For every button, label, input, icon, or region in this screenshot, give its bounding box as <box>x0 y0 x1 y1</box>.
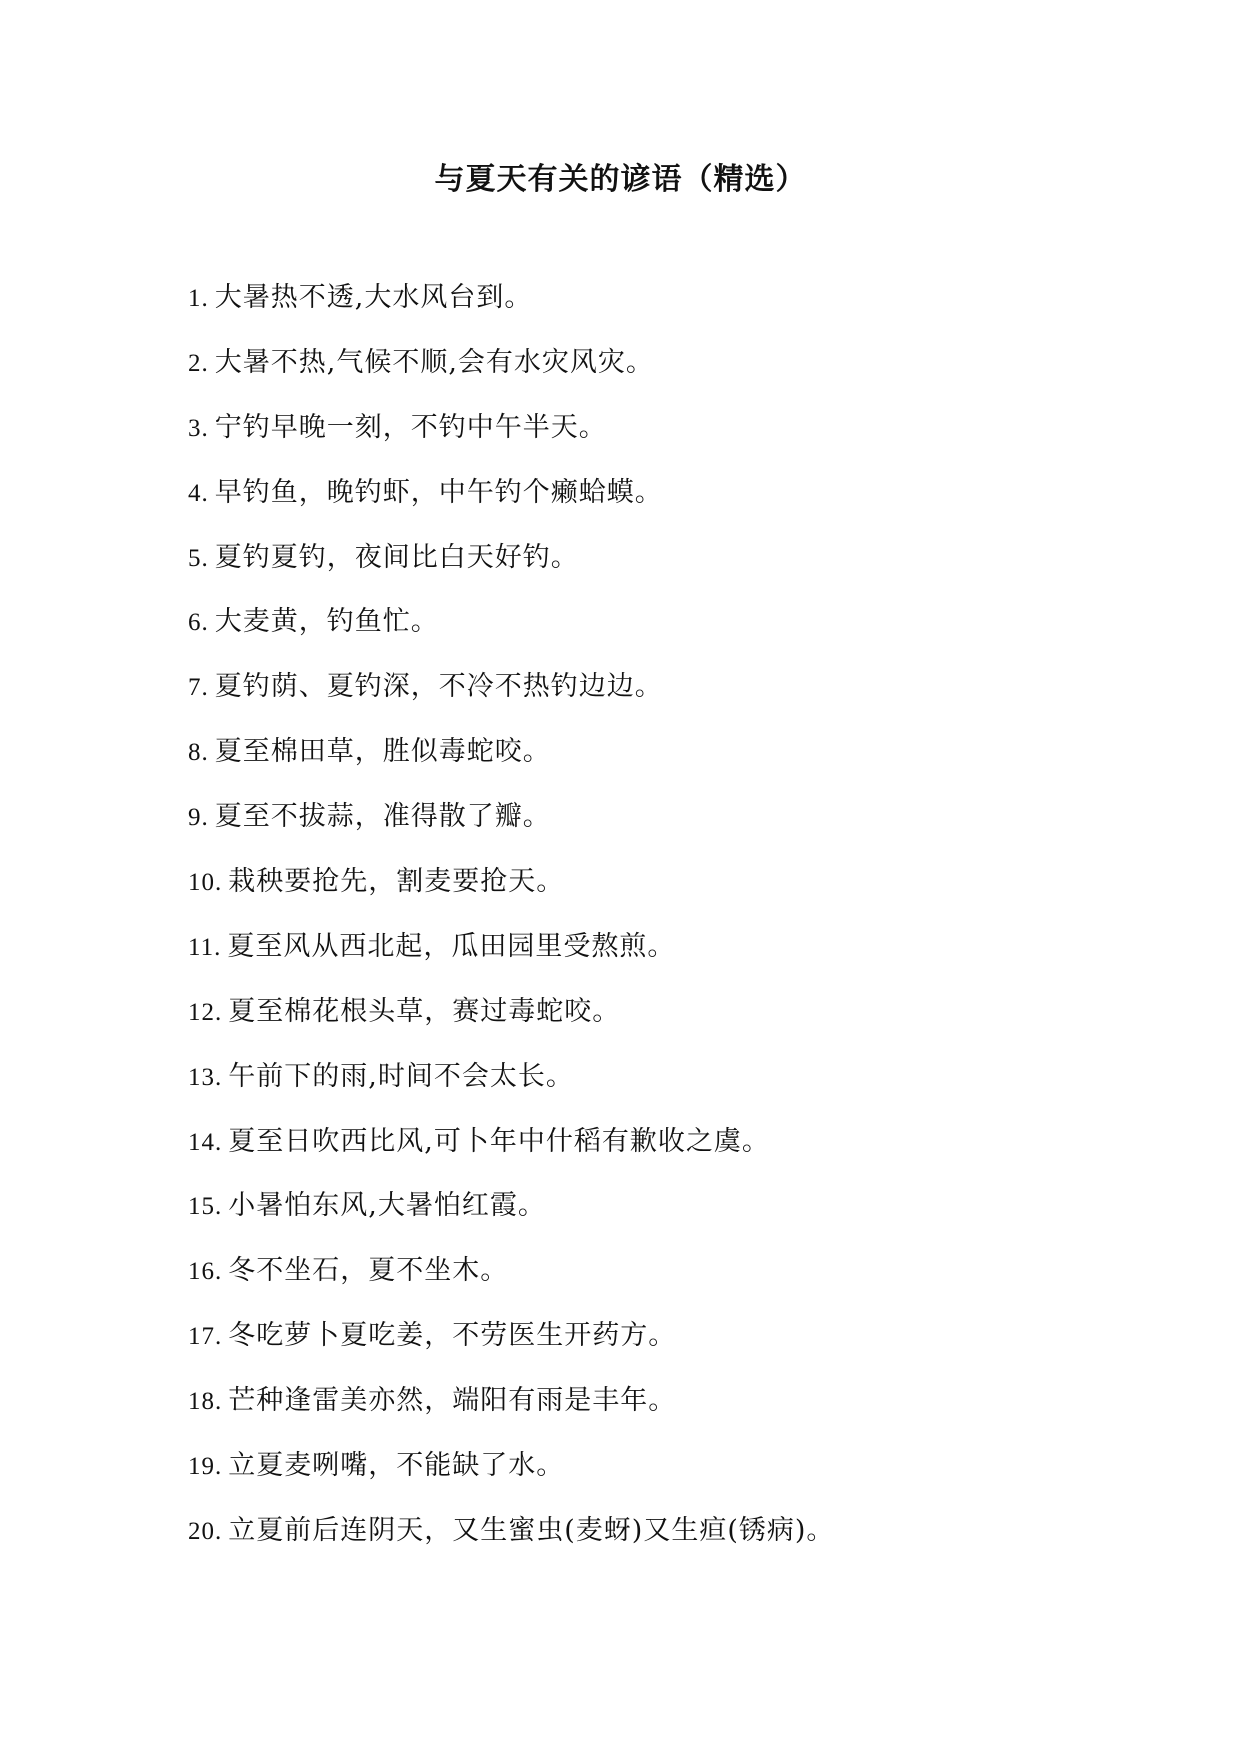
item-text: 大麦黄，钓鱼忙。 <box>214 606 439 638</box>
item-number: 2. <box>188 349 209 377</box>
item-text: 小暑怕东风,大暑怕红霞。 <box>228 1190 546 1222</box>
item-number: 11. <box>188 933 222 961</box>
item-text: 夏至日吹西比风,可卜年中什稻有歉收之虞。 <box>228 1125 770 1157</box>
item-number: 13. <box>188 1063 223 1091</box>
item-text: 大暑热不透,大水风台到。 <box>214 282 533 313</box>
item-number: 17. <box>188 1323 223 1351</box>
list-item <box>188 797 1168 862</box>
item-text: 冬不坐石，夏不坐木。 <box>228 1255 509 1287</box>
list-item <box>188 1251 1168 1316</box>
item-text: 冬吃萝卜夏吃姜，不劳医生开药方。 <box>228 1320 677 1352</box>
item-text: 夏至棉花根头草，赛过毒蛇咬。 <box>228 995 621 1027</box>
item-text: 早钓鱼，晚钓虾，中午钓个癞蛤蟆。 <box>214 476 663 508</box>
list-item <box>188 992 1168 1057</box>
item-number: 5. <box>188 544 209 572</box>
item-text: 芒种逢雷美亦然，端阳有雨是丰年。 <box>228 1385 677 1417</box>
list-item <box>188 732 1168 797</box>
page-title: 与夏天有关的谚语（精选） <box>434 162 807 197</box>
item-text: 宁钓早晚一刻，不钓中午半天。 <box>214 411 607 443</box>
item-number: 7. <box>188 674 209 702</box>
list-item <box>188 278 1168 343</box>
item-text: 夏至不拔蒜，准得散了瓣。 <box>214 801 551 833</box>
list-item <box>188 1057 1168 1122</box>
item-number: 4. <box>188 479 209 507</box>
item-number: 8. <box>188 739 209 767</box>
item-text: 栽秧要抢先，割麦要抢天。 <box>228 866 565 898</box>
item-number: 19. <box>188 1453 223 1481</box>
list-item <box>188 473 1168 538</box>
item-number: 14. <box>188 1128 223 1156</box>
item-text: 夏至棉田草，胜似毒蛇咬。 <box>214 736 551 768</box>
item-text: 夏至风从西北起，瓜田园里受熬煎。 <box>227 930 676 962</box>
item-number: 16. <box>188 1258 223 1286</box>
list-item <box>188 408 1168 473</box>
item-text: 大暑不热,气候不顺,会有水灾风灾。 <box>214 346 654 378</box>
list-item <box>188 1381 1168 1446</box>
item-text: 夏钓荫、夏钓深，不冷不热钓边边。 <box>214 671 663 703</box>
item-number: 1. <box>188 285 209 312</box>
item-text: 午前下的雨,时间不会太长。 <box>228 1060 574 1092</box>
list-item <box>188 1122 1168 1187</box>
proverb-list <box>188 278 1168 1576</box>
item-number: 9. <box>188 804 209 832</box>
item-number: 20. <box>188 1517 223 1545</box>
list-item <box>188 1446 1168 1511</box>
item-text: 立夏前后连阴天，又生蜜虫(麦蚜)又生疸(锈病)。 <box>228 1514 835 1546</box>
list-item <box>188 343 1168 408</box>
list-item <box>188 667 1168 732</box>
item-number: 15. <box>188 1193 223 1221</box>
list-item <box>188 862 1168 927</box>
item-text: 夏钓夏钓，夜间比白天好钓。 <box>214 541 579 573</box>
list-item <box>188 1186 1168 1251</box>
list-item <box>188 1511 1168 1576</box>
item-text: 立夏麦咧嘴，不能缺了水。 <box>228 1450 565 1482</box>
item-number: 10. <box>188 869 223 897</box>
item-number: 18. <box>188 1388 223 1416</box>
item-number: 6. <box>188 609 209 637</box>
list-item <box>188 927 1168 992</box>
list-item <box>188 1316 1168 1381</box>
list-item <box>188 538 1168 603</box>
item-number: 3. <box>188 414 209 442</box>
list-item <box>188 602 1168 667</box>
item-number: 12. <box>188 998 223 1026</box>
